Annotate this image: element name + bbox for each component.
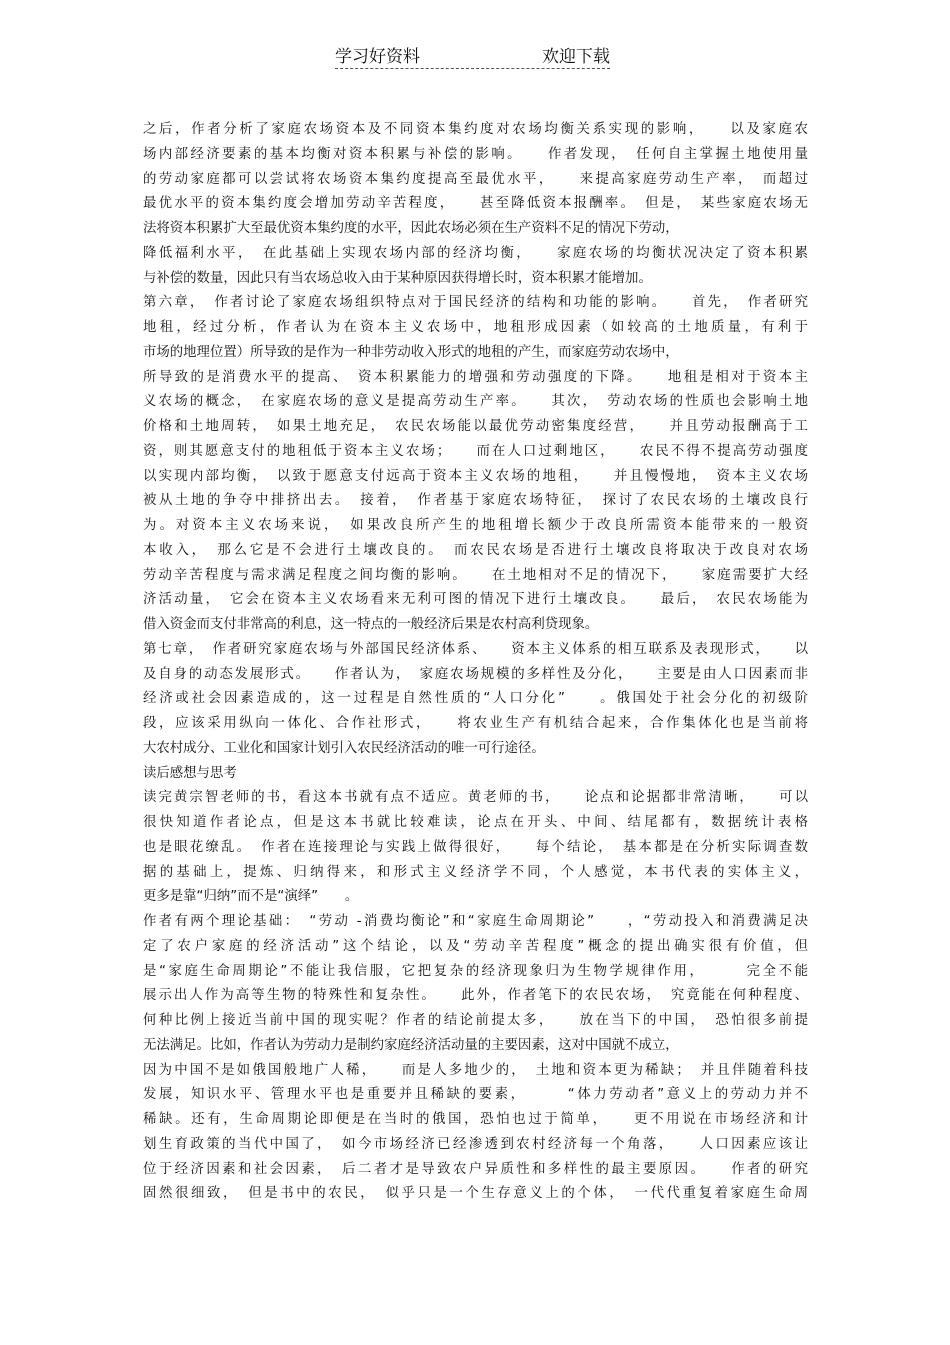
text-line: 展示出人作为高等生物的特殊性和复杂性。 此外，作者笔下的农民农场， 究竟能在何种程度、 xyxy=(143,988,808,1004)
text-line: 资，则其愿意支付的地租低于资本主义农场； 而在人口过剩地区， 农民不得不提高劳动强度 xyxy=(143,443,808,459)
text-line: 因为中国不是如俄国般地广人稀， 而是人多地少的， 土地和资本更为稀缺； 并且伴随着科技 xyxy=(143,1062,808,1078)
text-line: 降低福利水平， 在此基础上实现农场内部的经济均衡， 家庭农场的均衡状况决定了资本积累 xyxy=(143,245,808,261)
text-line: 的劳动家庭都可以尝试将农场资本集约度提高至最优水平， 来提高家庭劳动生产率， 而超过 xyxy=(143,171,808,187)
text-line: 也是眼花缭乱。 作者在连接理论与实践上做得很好， 每个结论， 基本都是在分析实际调查数 xyxy=(143,839,808,855)
text-line: 段，应该采用纵向一体化、合作社形式， 将农业生产有机结合起来，合作集体化也是当前将 xyxy=(143,716,808,731)
text-line: 价格和土地周转， 如果土地充足， 农民农场能以最优劳动密集度经营， 并且劳动报酬高于工 xyxy=(143,419,808,434)
text-line: 读完黄宗智老师的书，看这本书就有点不适应。黄老师的书， 论点和论据都非常清晰， 可以 xyxy=(143,790,808,806)
text-line: 发展，知识水平、管理水平也是重要并且稀缺的要素， “体力劳动者”意义上的劳动力并不 xyxy=(143,1087,808,1103)
text-line: 划生育政策的当代中国了， 如今市场经济已经渗透到农村经济每一个角落， 人口因素应该让 xyxy=(143,1136,808,1152)
text-line: 是“家庭生命周期论”不能让我信服，它把复杂的经济现象归为生物学规律作用， 完全不能 xyxy=(143,963,808,979)
text-line: 定了农户家庭的经济活动”这个结论，以及“劳动辛苦程度”概念的提出确实很有价值，但 xyxy=(143,938,808,954)
text-line: 被从土地的争夺中排挤出去。 接着， 作者基于家庭农场特征， 探讨了农民农场的土壤改良行 xyxy=(143,493,808,509)
text-line: 为。对资本主义农场来说， 如果改良所产生的地租增长额少于改良所需资本能带来的一般资 xyxy=(143,518,808,533)
page-header xyxy=(335,40,610,69)
text-line: 以实现内部均衡， 以致于愿意支付远高于资本主义农场的地租， 并且慢慢地， 资本主义农场 xyxy=(143,468,808,484)
text-line: 所导致的是消费水平的提高、 资本积累能力的增强和劳动强度的下降。 地租是相对于资本主 xyxy=(143,369,808,385)
text-line: 第七章， 作者研究家庭农场与外部国民经济体系、 资本主义体系的相互联系及表现形式， 以 xyxy=(143,641,808,657)
text-line: 义农场的概念， 在家庭农场的意义是提高劳动生产率。 其次， 劳动农场的性质也会影响土地 xyxy=(143,394,808,410)
text-line: 经济或社会因素造成的，这一过程是自然性质的“人口分化” 。俄国处于社会分化的初级阶 xyxy=(143,691,808,707)
text-line: 及自身的动态发展形式。 作者认为， 家庭农场规模的多样性及分化， 主要是由人口因素而非 xyxy=(143,666,808,682)
text-line: 无法满足。比如，作者认为劳动力是制约家庭经济活动量的主要因素，这对中国就不成立， xyxy=(143,1037,679,1053)
text-line: 很快知道作者论点，但是这本书就比较难读，论点在开头、中间、结尾都有，数据统计表格 xyxy=(143,815,808,830)
text-line: 读后感想与思考 xyxy=(143,765,237,781)
text-line: 借入资金而支付非常高的利息，这一特点的一般经济后果是农村高利贷现象。 xyxy=(143,617,599,632)
text-line: 第六章， 作者讨论了家庭农场组织特点对于国民经济的结构和功能的影响。 首先， 作者研究 xyxy=(143,295,808,311)
text-line: 何种比例上接近当前中国的现实呢？作者的结论前提太多， 放在当下的中国， 恐怕很多前提 xyxy=(143,1013,808,1028)
text-line: 最优水平的资本集约度会增加劳动辛苦程度， 甚至降低资本报酬率。 但是， 某些家庭农场无 xyxy=(143,196,808,212)
text-line: 固然很细致， 但是书中的农民， 似乎只是一个生存意义上的个体， 一代代重复着家庭生命周 xyxy=(143,1186,808,1202)
text-line: 与补偿的数量，因此只有当农场总收入由于某种原因获得增长时，资本积累才能增加。 xyxy=(143,270,652,286)
text-line: 法将资本积累扩大至最优资本集约度的水平，因此农场必须在生产资料不足的情况下劳动， xyxy=(143,221,679,236)
text-line: 地租，经过分析，作者认为在资本主义农场中，地租形成因素（如较高的土地质量，有利于 xyxy=(143,320,808,335)
text-line: 之后，作者分析了家庭农场资本及不同资本集约度对农场均衡关系实现的影响， 以及家庭农 xyxy=(143,122,808,137)
text-line: 稀缺。还有，生命周期论即便是在当时的俄国，恐怕也过于简单， 更不用说在市场经济和计 xyxy=(143,1112,808,1127)
body-text xyxy=(143,118,808,1207)
text-line: 据的基础上，提炼、归纳得来，和形式主义经济学不同，个人感觉，本书代表的实体主义， xyxy=(143,864,808,880)
text-line: 场内部经济要素的基本均衡对资本积累与补偿的影响。 作者发现， 任何自主掌握土地使用量 xyxy=(143,146,808,162)
text-line: 更多是靠“归纳”而不是“演绎” 。 xyxy=(143,889,359,905)
text-line: 位于经济因素和社会因素， 后二者才是导致农户异质性和多样性的最主要原因。 作者的研究 xyxy=(143,1161,808,1177)
text-line: 作者有两个理论基础： “劳动 -消费均衡论”和“家庭生命周期论” ，“劳动投入和消费满足决 xyxy=(143,914,808,929)
header-left-text: 学习好资料 xyxy=(335,47,420,67)
header-right-text: 欢迎下载 xyxy=(542,47,610,67)
text-line: 济活动量， 它会在资本主义农场看来无利可图的情况下进行土壤改良。 最后， 农民农场能为 xyxy=(143,592,808,608)
text-line: 劳动辛苦程度与需求满足程度之间均衡的影响。 在土地相对不足的情况下， 家庭需要扩大经 xyxy=(143,567,808,583)
text-line: 市场的地理位置）所导致的是作为一种非劳动收入形式的地租的产生，而家庭劳动农场中， xyxy=(143,344,679,360)
text-line: 大农村成分、工业化和国家计划引入农民经济活动的唯一可行途径。 xyxy=(143,740,545,756)
text-line: 本收入， 那么它是不会进行土壤改良的。 而农民农场是否进行土壤改良将取决于改良对农场 xyxy=(143,542,808,558)
